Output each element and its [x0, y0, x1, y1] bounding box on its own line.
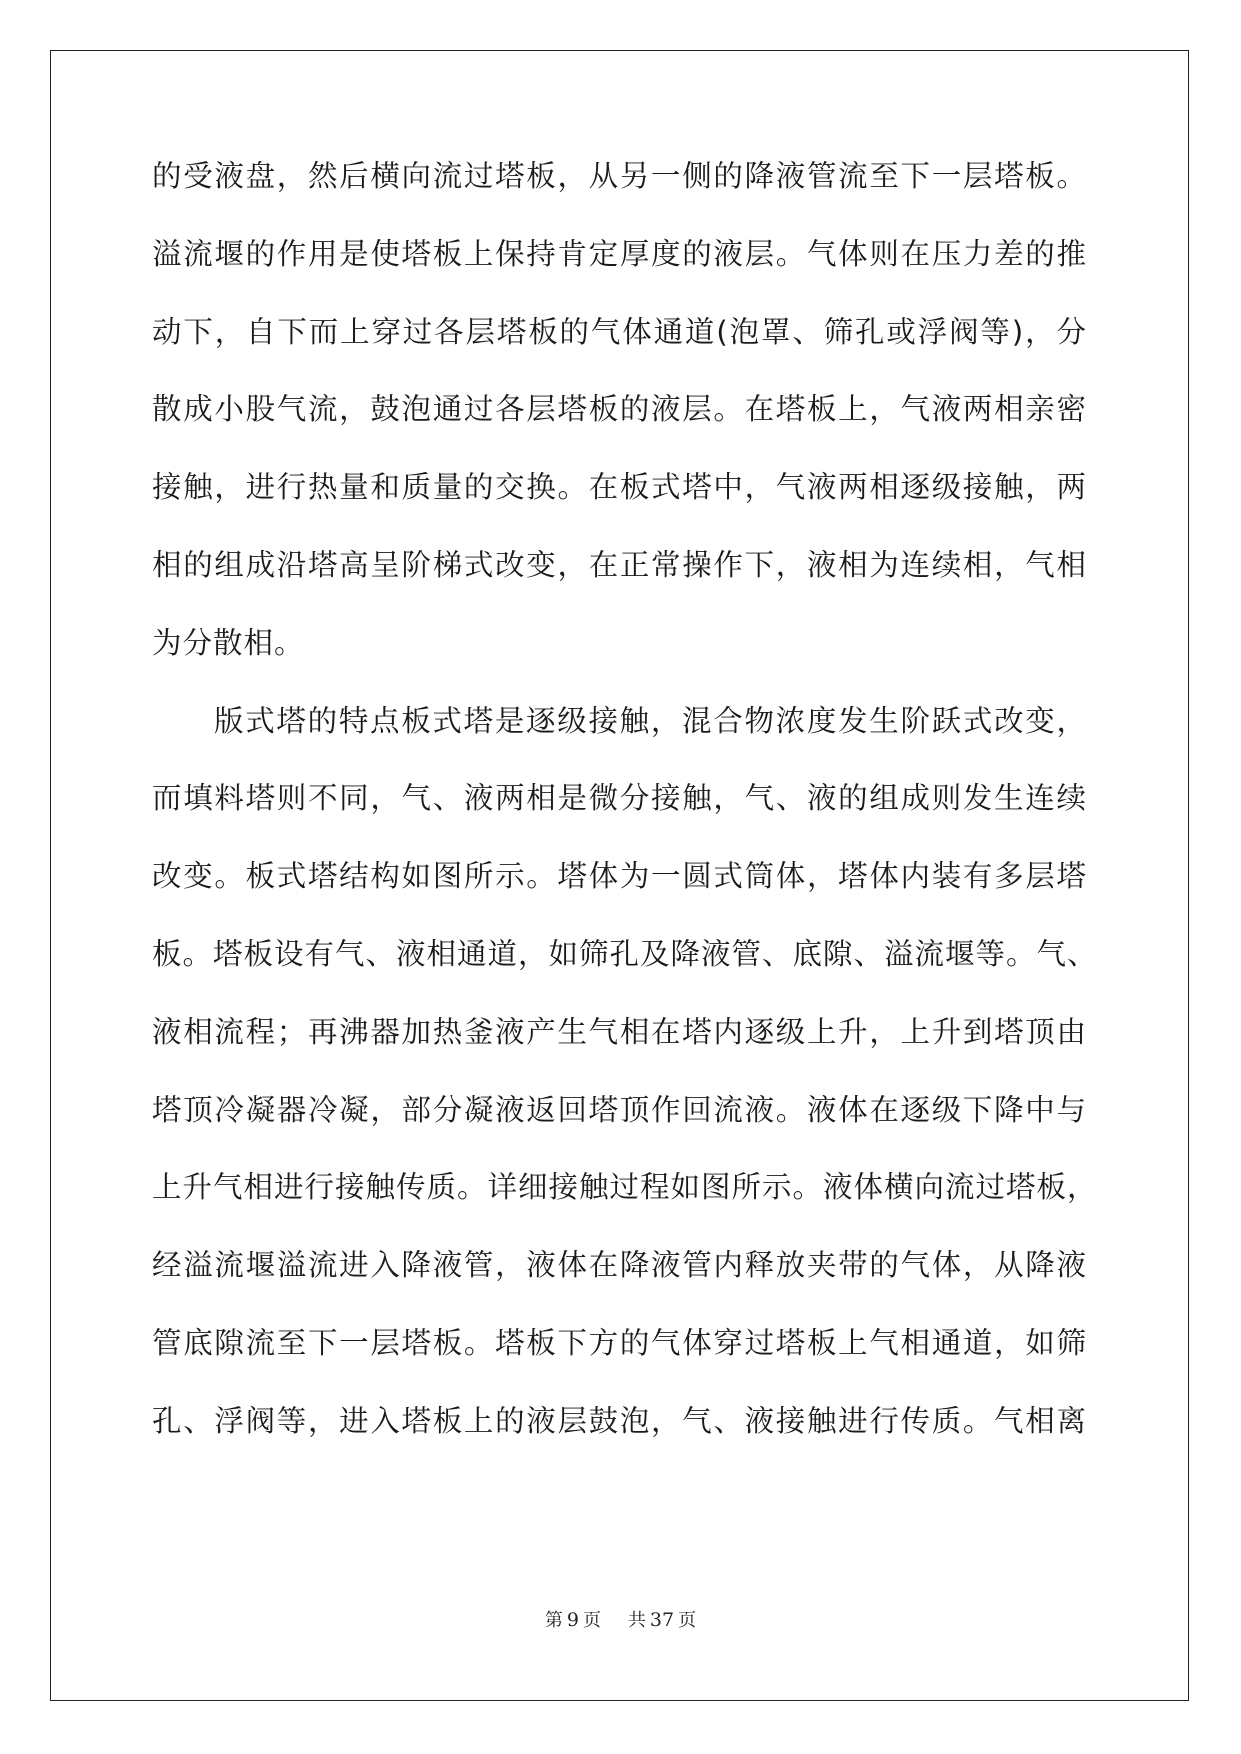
text-line: 经溢流堰溢流进入降液管，液体在降液管内释放夹带的气体，从降液 — [152, 1248, 1087, 1283]
paragraph — [152, 155, 1087, 700]
text-line: 的受液盘，然后横向流过塔板，从另一侧的降液管流至下一层塔板。 — [152, 159, 1087, 193]
text-line: 散成小股气流，鼓泡通过各层塔板的液层。在塔板上，气液两相亲密 — [152, 392, 1087, 427]
total-label-prefix: 共 — [627, 1610, 646, 1631]
text-line: 上升气相进行接触传质。详细接触过程如图所示。液体横向流过塔板， — [152, 1170, 1098, 1205]
page-number: 9 — [566, 1609, 579, 1631]
page-footer — [0, 1606, 1241, 1632]
text-line: 管底隙流至下一层塔板。塔板下方的气体穿过塔板上气相通道，如筛 — [152, 1325, 1087, 1360]
text-line: 孔、浮阀等，进入塔板上的液层鼓泡，气、液接触进行传质。气相离 — [152, 1403, 1087, 1438]
total-pages: 37 — [649, 1609, 675, 1631]
text-line: 为分散相。 — [152, 625, 305, 660]
text-line: 相的组成沿塔高呈阶梯式改变，在正常操作下，液相为连续相，气相 — [152, 547, 1087, 582]
text-line: 板。塔板设有气、液相通道，如筛孔及降液管、底隙、溢流堰等。气、 — [152, 936, 1098, 971]
paragraph — [152, 700, 1098, 1478]
text-line: 塔顶冷凝器冷凝，部分凝液返回塔顶作回流液。液体在逐级下降中与 — [152, 1092, 1087, 1127]
text-line: 而填料塔则不同，气、液两相是微分接触，气、液的组成则发生连续 — [152, 781, 1087, 816]
text-line: 动下，自下而上穿过各层塔板的气体通道(泡罩、筛孔或浮阀等)，分 — [152, 314, 1087, 349]
text-line: 溢流堰的作用是使塔板上保持肯定厚度的液层。气体则在压力差的推 — [152, 236, 1087, 271]
text-line: 接触，进行热量和质量的交换。在板式塔中，气液两相逐级接触，两 — [152, 470, 1087, 505]
page-label-suffix: 页 — [583, 1610, 601, 1631]
text-line: 改变。板式塔结构如图所示。塔体为一圆式筒体，塔体内装有多层塔 — [152, 859, 1087, 894]
text-line: 液相流程；再沸器加热釜液产生气相在塔内逐级上升，上升到塔顶由 — [152, 1014, 1087, 1049]
page-label-prefix: 第 — [544, 1610, 563, 1631]
text-line: 版式塔的特点板式塔是逐级接触，混合物浓度发生阶跃式改变， — [214, 703, 1087, 738]
total-label-suffix: 页 — [678, 1610, 697, 1631]
document-body — [152, 155, 1098, 1478]
